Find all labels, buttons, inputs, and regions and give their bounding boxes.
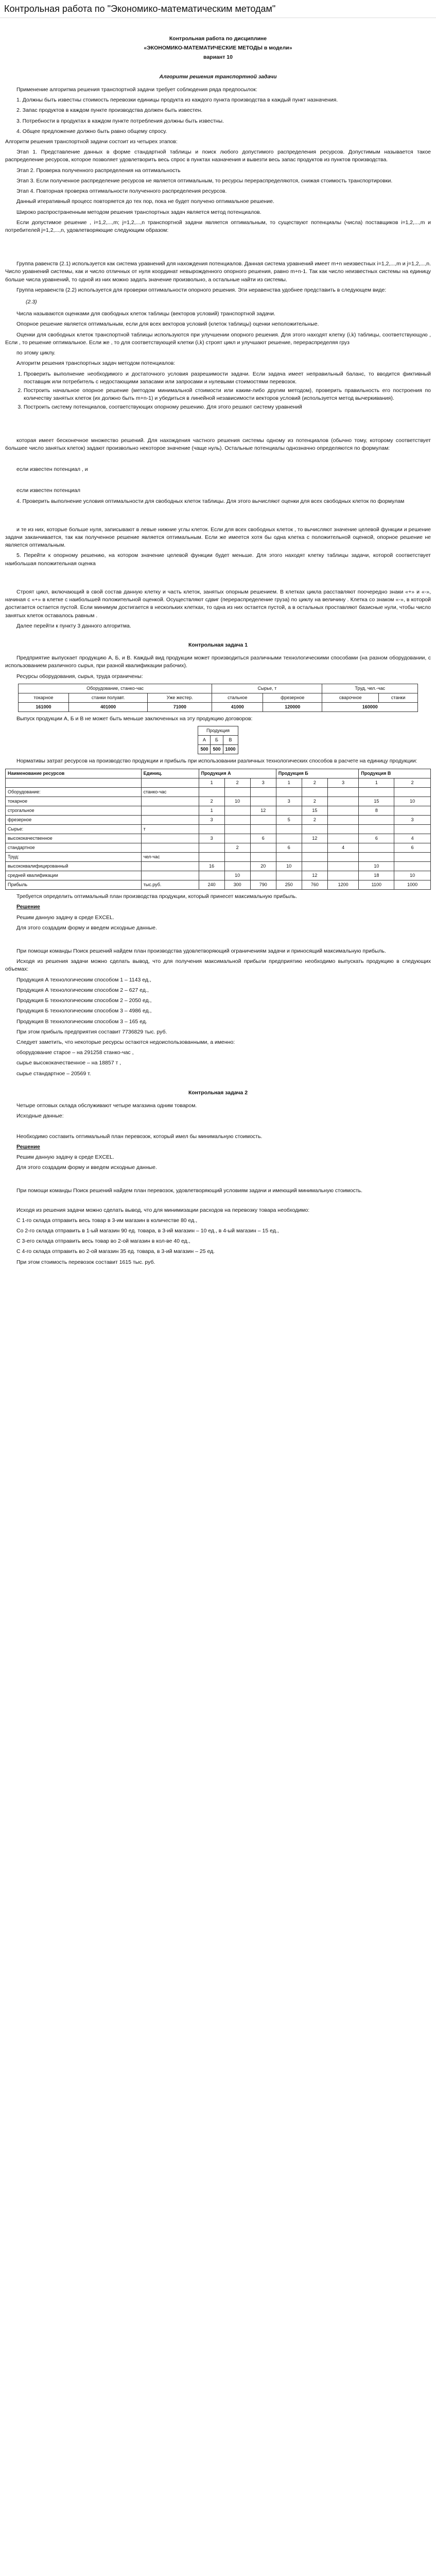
norms-cell: 12 <box>302 871 327 880</box>
norms-cell: 760 <box>302 880 327 890</box>
condition-1: 1. Должны быть известны стоимость перевозки единицы продукта из каждого пункта производства в каждый пункт назначения. <box>16 97 338 104</box>
norms-row <box>6 852 431 861</box>
norms-cell: т <box>141 824 199 834</box>
task2-sol1: Решим данную задачу в среде EXCEL. <box>16 1154 114 1160</box>
norms-cell: 4 <box>394 834 431 843</box>
norms-cell <box>199 787 224 796</box>
norms-cell: 10 <box>359 862 394 871</box>
task2-sol4: Исходя из решения задачи можно сделать вывод, что для минимизации расходов на перевозку товара необходимо: <box>16 1207 310 1213</box>
doc-header-line2: «ЭКОНОМИКО-МАТЕМАТИЧЕСКИЕ МЕТОДЫ в модели» <box>144 45 292 52</box>
output-5: Продукция В технологическим способом 3 – 165 ед. <box>16 1018 147 1025</box>
norms-cell: 300 <box>224 880 250 890</box>
task1-title: Контрольная задача 1 <box>188 641 248 648</box>
resources-table <box>18 684 418 712</box>
norms-cell <box>394 787 431 796</box>
norms-cell: 6 <box>250 834 276 843</box>
norms-cell: стандартное <box>6 843 142 852</box>
output-3: Продукция Б технологическим способом 2 – 2050 ед., <box>16 997 152 1004</box>
condition-2: 2. Запас продуктов в каждом пункте производства должен быть известен. <box>16 107 203 114</box>
norms-cell <box>327 815 358 824</box>
norms-cell <box>276 806 302 815</box>
norms-cell <box>199 852 224 861</box>
norms-cell: тыс.руб. <box>141 880 199 890</box>
task1-p4: Нормативы затрат ресурсов на производство продукции и прибыль при использовании различных технологических способов в расчете на единицу продукции: <box>16 758 417 765</box>
condition-3: 3. Потребности в продуктах в каждом пункте потребления должны быть известны. <box>16 117 224 124</box>
norms-cell <box>250 787 276 796</box>
norms-cell <box>359 815 394 824</box>
infinite-solutions: которая имеет бесконечное множество решений. Для нахождения частного решения системы одному из потенциалов (обычно тому, которому соответствует большее число занятых клеток) задают произвольно некоторое значение (чаще нуль). Остальные потенциалы однозначно определяются по формулам: <box>5 437 431 451</box>
norms-row <box>6 787 431 796</box>
res-val-5: 120000 <box>263 702 322 711</box>
norms-cell <box>327 852 358 861</box>
norm-h-5: Продукция Б <box>276 769 359 778</box>
norms-row <box>6 815 431 824</box>
goto-step-3: Далее перейти к пункту 3 данного алгоритма. <box>16 622 131 629</box>
norms-cell: средней квалификации <box>6 871 142 880</box>
norms-cell <box>276 824 302 834</box>
norms-cell: станко-час <box>141 787 199 796</box>
step-4: Этап 4. Повторная проверка оптимальности полученного распределения ресурсов. <box>16 188 227 195</box>
norms-row <box>6 824 431 834</box>
res-sub-5: фрезерное <box>263 693 322 702</box>
norms-cell <box>302 852 327 861</box>
norms-cell <box>394 824 431 834</box>
task2-item-4: С 4-го склада отправить во 2-ой магазин 35 ед. товара, в 3-ий магазин – 25 ед. <box>16 1248 215 1255</box>
norms-cell <box>224 787 250 796</box>
condition-4: 4. Общее предложение должно быть равно общему спросу. <box>16 128 167 134</box>
contract-val-c: 1000 <box>223 745 238 754</box>
unused-1: оборудование старое – на 291258 станко-час , <box>16 1049 134 1056</box>
norms-cell <box>276 871 302 880</box>
task2-item-2: Со 2-го склада отправить в 1-ый магазин 90 ед. товара, в 3-ий магазин – 10 ед., в 4-ый магазин – 15 ед., <box>16 1228 279 1234</box>
norms-cell: 1200 <box>327 880 358 890</box>
norms-cell: 8 <box>359 806 394 815</box>
unused-3: сырье стандартное – 20569 т. <box>16 1070 91 1077</box>
task1-sol2: Для этого создадим форму и введем исходные данные. <box>16 924 157 931</box>
norms-cell: 5 <box>276 815 302 824</box>
contract-table <box>198 726 238 754</box>
alg-step-5: 5. Перейти к опорному решению, на котором значение целевой функции будет меньше. Для этого находят клетку таблицы задачи, которой соответствует наибольшая положительная оценка <box>5 552 431 567</box>
norms-cell: 2 <box>199 796 224 806</box>
res-sub-6: сварочное <box>322 693 379 702</box>
norms-cell <box>302 787 327 796</box>
res-val-6: 160000 <box>322 702 418 711</box>
norms-cell: 2 <box>224 843 250 852</box>
norms-cell <box>224 806 250 815</box>
norms-row <box>6 862 431 871</box>
norms-cell: 6 <box>394 843 431 852</box>
alg-step-2: 2. Построить начальное опорное решение (методом минимальной стоимости или каким-либо другим методом), проверить правильность его построения по количеству занятых клеток (их должно быть m+n-1) и убедиться в линейной независимости векторов условий (используется метод вычеркивания). <box>24 387 431 402</box>
norms-cell <box>141 815 199 824</box>
task2-solution-label: Решение <box>16 1143 40 1150</box>
norm-h-2: Продукция А <box>199 769 276 778</box>
optimal-condition: Опорное решение является оптимальным, если для всех векторов условий (клеток таблицы) оценки неположительные. <box>16 321 319 328</box>
algorithm-title: Алгоритм решения транспортных задач методом потенциалов: <box>16 360 176 367</box>
norms-cell <box>327 787 358 796</box>
output-1: Продукция А технологическим способом 1 – 1143 ед., <box>16 976 151 983</box>
norms-cell: чел-час <box>141 852 199 861</box>
norms-cell <box>359 824 394 834</box>
norms-cell <box>394 862 431 871</box>
doc-header-variant: вариант 10 <box>203 54 233 61</box>
norms-cell: токарное <box>6 796 142 806</box>
unused-2: сырье высококачественное – на 18857 т , <box>16 1060 121 1066</box>
norms-cell: 1 <box>199 806 224 815</box>
if-known-2: если известен потенциал <box>16 487 80 494</box>
norm-h-1: Единиц. <box>141 769 199 778</box>
norms-cell <box>224 824 250 834</box>
widely-used-note: Широко распространенным методом решения транспортных задач является метод потенциалов. <box>16 209 261 215</box>
norms-cell: 3 <box>199 834 224 843</box>
norms-cell: 10 <box>276 862 302 871</box>
norms-cell <box>141 806 199 815</box>
norms-row <box>6 880 431 890</box>
task1-unused: Следует заметить, что некоторые ресурсы остаются недоиспользованными, а именно: <box>16 1039 235 1045</box>
norms-cell: 1 <box>199 778 224 787</box>
res-val-4: 41000 <box>212 702 263 711</box>
norms-cell: фрезерное <box>6 815 142 824</box>
norms-cell <box>302 862 327 871</box>
norms-cell: 2 <box>302 815 327 824</box>
norms-cell <box>327 834 358 843</box>
norms-row <box>6 871 431 880</box>
res-head-raw: Сырье, т <box>212 684 322 693</box>
page-title: Контрольная работа по "Экономико-математическим методам" <box>0 0 436 18</box>
norms-cell <box>141 778 199 787</box>
norms-cell <box>359 787 394 796</box>
norms-cell: 3 <box>394 815 431 824</box>
norms-cell <box>394 806 431 815</box>
cycle-note: по этому циклу. <box>16 350 56 357</box>
norms-cell <box>250 824 276 834</box>
res-sub-1: токарное <box>18 693 68 702</box>
task2-p3: Необходимо составить оптимальный план перевозок, который имел бы минимальную стоимость. <box>16 1133 263 1140</box>
contract-col-c: В <box>223 736 238 745</box>
norms-cell <box>199 824 224 834</box>
task2-p2: Исходные данные: <box>16 1113 64 1120</box>
norms-cell <box>141 843 199 852</box>
norms-cell: 16 <box>199 862 224 871</box>
norms-cell: высококвалифицированный <box>6 862 142 871</box>
potentials-paragraph: Если допустимое решение , i=1,2,...,m; j=1,2,...,n транспортной задачи является оптимальным, то существуют потенциалы (числа) поставщиков i=1,2,...,m и потребителей j=1,2,...,n, удовлетворяющие следующим образом: <box>5 219 431 233</box>
norms-cell <box>327 871 358 880</box>
norms-cell <box>224 815 250 824</box>
res-sub-2: станки полуавт. <box>69 693 148 702</box>
res-sub-4: стальное <box>212 693 263 702</box>
norms-cell: 1000 <box>394 880 431 890</box>
output-2: Продукция А технологическим способом 2 – 627 ед., <box>16 987 149 993</box>
norms-cell: 10 <box>394 796 431 806</box>
norms-cell: 3 <box>250 778 276 787</box>
norms-cell: 3 <box>327 778 358 787</box>
norms-cell: 790 <box>250 880 276 890</box>
norms-cell <box>302 824 327 834</box>
norms-cell: 15 <box>302 806 327 815</box>
contract-label: Продукция <box>198 726 238 736</box>
contract-col-a: А <box>198 736 211 745</box>
task2-sol3: При помощи команды Поиск решений найдем план перевозок, удовлетворяющий условиям задачи и имеющий минимальную стоимость. <box>16 1188 363 1194</box>
cell-estimates: Оценки для свободных клеток транспортной таблицы используются при улучшении опорного решения. Для этого находят клетку (i,k) таблицы, соответствующую , Если , то решение оптимальное. Если же , то для соответствующей клетки (i,k) строят цикл и улучшают решение, перераспределяя груз <box>5 331 431 346</box>
norms-cell: 12 <box>302 834 327 843</box>
res-val-1: 161000 <box>18 702 68 711</box>
norms-table <box>5 769 431 890</box>
estimates-paragraph: Числа называются оценками для свободных клеток таблицы (векторов условий) транспортной задачи. <box>16 311 275 317</box>
section1-title: Алгоритм решения транспортной задачи <box>159 73 277 80</box>
norms-cell: 2 <box>302 778 327 787</box>
norms-cell: 15 <box>359 796 394 806</box>
res-val-3: 71000 <box>148 702 212 711</box>
norms-cell <box>224 862 250 871</box>
norms-cell <box>6 778 142 787</box>
steps-intro: Алгоритм решения транспортной задачи состоит из четырех этапов: <box>5 138 178 145</box>
norms-cell <box>359 852 394 861</box>
norms-cell: 1 <box>276 778 302 787</box>
norms-cell <box>141 796 199 806</box>
norms-cell <box>276 787 302 796</box>
task1-profit: При этом прибыль предприятия составит 7736829 тыс. руб. <box>16 1028 167 1035</box>
norms-cell <box>250 815 276 824</box>
norms-cell <box>327 824 358 834</box>
norms-cell: 1100 <box>359 880 394 890</box>
step-1: Этап 1. Представление данных в форме стандартной таблицы и поиск любого допустимого распределения ресурсов. Допустимым называется такое распределение ресурсов, которое позволяет удовлетворить весь спрос в пунктах назначения и вывезти весь запас продуктов из пунктов производства. <box>5 149 431 163</box>
norms-cell: 250 <box>276 880 302 890</box>
document-body <box>0 18 436 1266</box>
task2-sol2: Для этого создадим форму и введем исходные данные. <box>16 1164 157 1171</box>
norms-row <box>6 806 431 815</box>
norms-cell <box>359 843 394 852</box>
task2-cost: При этом стоимость перевозок составит 1615 тыс. руб. <box>16 1259 155 1265</box>
alg-step-3: 3. Построить систему потенциалов, соответствующих опорному решению. Для этого решают систему уравнений <box>24 403 431 411</box>
norms-cell <box>224 852 250 861</box>
norms-cell: 2 <box>224 778 250 787</box>
group-inequalities: Группа неравенств (2.2) используется для проверки оптимальности опорного решения. Эти неравенства удобнее представить в следующем виде: <box>16 286 387 293</box>
res-sub-3: Уже жестер. <box>148 693 212 702</box>
norms-cell <box>327 806 358 815</box>
doc-header-line1: Контрольная работа по дисциплине <box>169 36 267 42</box>
norms-cell <box>276 834 302 843</box>
norms-cell <box>199 843 224 852</box>
norms-cell <box>141 834 199 843</box>
task1-sol3: При помощи команды Поиск решений найдем план производства удовлетворяющий ограничениям задачи и приносящий максимальную прибыль. <box>16 948 386 955</box>
if-known-1: если известен потенциал , и <box>16 466 88 473</box>
norms-cell <box>250 852 276 861</box>
group-equalities: Группа равенств (2.1) используется как система уравнений для нахождения потенциалов. Данная система уравнений имеет m+n неизвестных i=1,2,...,m и j=1,2,...,n. Число уравнений системы, как и число отличных от нуля координат невырожденного опорного решения, равно m+n-1. Так как число неизвестных системы на единицу больше числа уравнений, то одной из них можно задать значение произвольно, а остальные найти из системы. <box>5 261 431 283</box>
norm-h-8: Продукция В <box>359 769 431 778</box>
step-3: Этап 3. Если полученное распределение ресурсов не является оптимальным, то ресурсы перераспределяются, снижая стоимость транспортировки. <box>16 177 393 184</box>
section1-intro: Применение алгоритма решения транспортной задачи требует соблюдения ряда предпосылок: <box>16 86 257 93</box>
task1-sol1: Решим данную задачу в среде EXCEL. <box>16 914 114 921</box>
non-negative-note: и те из них, которые больше нуля, записывают в левые нижние углы клеток. Если для всех свободных клеток , то вычисляют значение целевой функции и решение задачи заканчивается, так как полученное решение является оптимальным. Если же имеется хотя бы одна клетка с положительной оценкой, опорное решение не является оптимальным. <box>5 526 431 549</box>
step-2: Этап 2. Проверка полученного распределения на оптимальность <box>16 167 181 174</box>
res-head-equipment: Оборудование, станко-час <box>18 684 212 693</box>
output-4: Продукция Б технологическим способом 3 – 4986 ед., <box>16 1008 152 1014</box>
norm-h-0: Наименование ресурсов <box>6 769 142 778</box>
norms-cell <box>250 843 276 852</box>
task1-p2: Ресурсы оборудования, сырья, труда ограничены: <box>16 673 143 680</box>
norms-cell: 18 <box>359 871 394 880</box>
norms-cell: строгальное <box>6 806 142 815</box>
norms-cell: 3 <box>199 815 224 824</box>
norms-cell: 3 <box>276 796 302 806</box>
norms-cell <box>224 834 250 843</box>
norms-row <box>6 778 431 787</box>
norms-cell: 10 <box>224 871 250 880</box>
norms-cell: 6 <box>359 834 394 843</box>
task2-title: Контрольная задача 2 <box>188 1089 248 1096</box>
norms-cell <box>302 843 327 852</box>
task1-p1: Предприятие выпускает продукцию А, Б, и В. Каждый вид продукции может производиться различными технологическими способами (на разном оборудовании, с использованием различного сырья, при разной квалификации рабочих). <box>5 655 431 669</box>
task2-item-1: С 1-го склада отправить весь товар в 3-им магазин в количестве 80 ед., <box>16 1217 198 1224</box>
norms-row <box>6 796 431 806</box>
iteration-note: Данный итеративный процесс повторяется до тех пор, пока не будет получено оптимальное решение. <box>16 198 274 205</box>
norms-cell: высококачественное <box>6 834 142 843</box>
norms-cell: 2 <box>302 796 327 806</box>
norms-table-body <box>6 778 431 890</box>
task1-solution-label: Решение <box>16 904 40 910</box>
task1-sol4: Исходя из решения задачи можно сделать вывод, что для получения максимальной прибыли предприятию необходимо выпускать продукцию в следующих объемах: <box>5 958 431 973</box>
task1-requirement: Требуется определить оптимальный план производства продукции, который принесет максимальную прибыль. <box>16 893 298 900</box>
norms-cell <box>327 796 358 806</box>
norms-cell <box>250 871 276 880</box>
norms-cell: 4 <box>327 843 358 852</box>
norms-cell <box>327 862 358 871</box>
norms-cell <box>141 862 199 871</box>
norms-cell <box>199 871 224 880</box>
task2-p1: Четыре оптовых склада обслуживают четыре магазина одним товаром. <box>16 1103 197 1109</box>
norms-cell: Сырье: <box>6 824 142 834</box>
norms-row <box>6 843 431 852</box>
norms-row <box>6 834 431 843</box>
contract-col-b: Б <box>211 736 223 745</box>
res-sub-7: станки <box>379 693 418 702</box>
norms-cell: 240 <box>199 880 224 890</box>
norms-cell: 10 <box>224 796 250 806</box>
norms-cell <box>394 852 431 861</box>
alg-step-4: 4. Проверить выполнение условия оптимальности для свободных клеток таблицы. Для этого вычисляют оценки для всех свободных клеток по формулам <box>16 498 405 504</box>
norms-cell <box>250 796 276 806</box>
alg-step-1: 1. Проверить выполнение необходимого и достаточного условия разрешимости задачи. Если задача имеет неправильный баланс, то вводится фиктивный поставщик или потребитель с недостающими запасами или запросами и нулевыми стоимостями перевозок. <box>24 370 431 386</box>
norms-cell: Оборудование: <box>6 787 142 796</box>
cycle-build: Строят цикл, включающий в свой состав данную клетку и часть клеток, занятых опорным решением. В клетках цикла расставляют поочередно знаки «+» и «-», начиная с «+» в клетке с наибольшей положительной оценкой. Осуществляют сдвиг (перераспределение груза) по циклу на величину . Клетка со знаком «-», в которой достигается остается пустой. Если минимум достигается в нескольких клетках, то одна из них остается пустой, а в остальных проставляют базисные нули, чтобы число занятых клеток оставалось равным . <box>5 588 431 619</box>
norms-cell: Труд: <box>6 852 142 861</box>
norms-cell: 1 <box>359 778 394 787</box>
task1-p3: Выпуск продукции А, Б и В не может быть меньше заключенных на эту продукцию договоров: <box>16 715 253 722</box>
norms-cell: 2 <box>394 778 431 787</box>
norms-cell: Прибыль <box>6 880 142 890</box>
task2-item-3: С 3-его склада отправить весь товар во 2-ой магазин в кол-ве 40 ед., <box>16 1238 190 1245</box>
norms-cell: 10 <box>394 871 431 880</box>
norms-cell: 20 <box>250 862 276 871</box>
norms-cell: 12 <box>250 806 276 815</box>
contract-val-b: 500 <box>211 745 223 754</box>
norms-cell: 6 <box>276 843 302 852</box>
norms-cell <box>276 852 302 861</box>
norms-cell <box>141 871 199 880</box>
equation-label: (2.3) <box>26 299 37 306</box>
res-val-2: 401000 <box>69 702 148 711</box>
res-head-labor: Труд, чел.-час <box>322 684 418 693</box>
contract-val-a: 500 <box>198 745 211 754</box>
